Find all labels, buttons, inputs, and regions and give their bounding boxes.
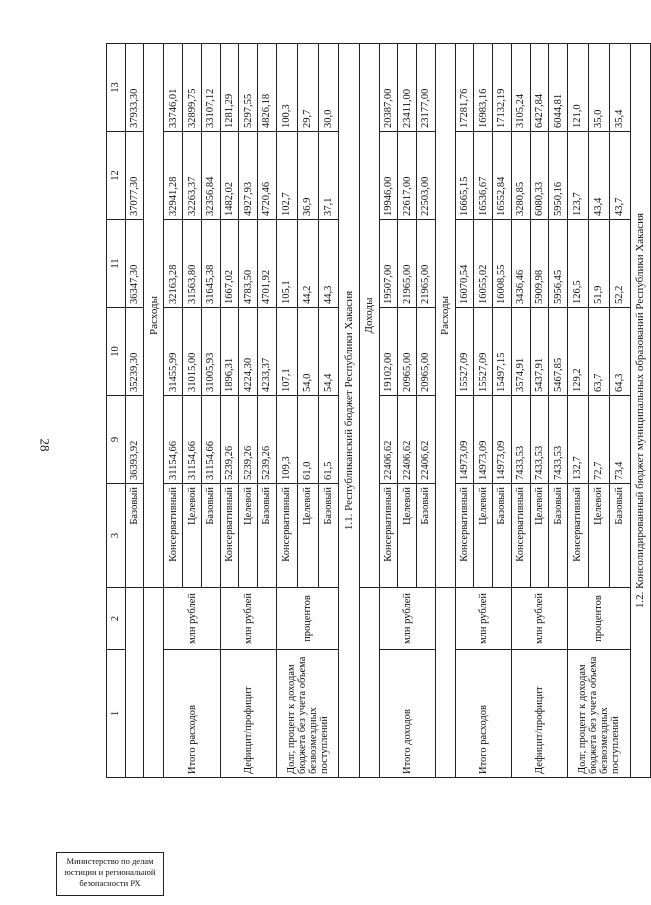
row-label: Итого расходов xyxy=(164,650,220,778)
value-cell: 14973,09 xyxy=(455,396,474,484)
table-row xyxy=(125,44,144,778)
value-cell: 37,1 xyxy=(318,132,339,220)
value-cell: 15527,09 xyxy=(455,308,474,396)
scenario-cell: Консервативный xyxy=(379,484,398,588)
value-cell: 43,7 xyxy=(609,132,630,220)
section-title: Расходы xyxy=(435,44,455,588)
stamp-line: Министерство по делам xyxy=(66,856,154,866)
value-cell: 16008,55 xyxy=(493,220,512,308)
unit-cell: млн рублей xyxy=(455,588,511,650)
scenario-cell: Целевой xyxy=(474,484,493,588)
scenario-cell: Целевой xyxy=(588,484,609,588)
value-cell: 22617,00 xyxy=(398,132,417,220)
value-cell: 121,0 xyxy=(567,44,588,132)
value-cell: 72,7 xyxy=(588,396,609,484)
unit-cell: млн рублей xyxy=(511,588,567,650)
value-cell: 1281,29 xyxy=(220,44,239,132)
value-cell: 52,2 xyxy=(609,220,630,308)
value-cell: 16552,84 xyxy=(493,132,512,220)
value-cell: 5950,16 xyxy=(549,132,568,220)
budget-table xyxy=(106,43,651,778)
value-cell: 7433,53 xyxy=(530,396,549,484)
value-cell: 73,4 xyxy=(609,396,630,484)
column-header: 12 xyxy=(107,132,126,220)
header-row xyxy=(107,44,126,778)
table-row xyxy=(276,44,297,778)
unit-cell: процентов xyxy=(567,588,630,650)
value-cell: 54,0 xyxy=(297,308,318,396)
value-cell: 44,3 xyxy=(318,220,339,308)
value-cell: 31154,66 xyxy=(183,396,202,484)
value-cell: 35,4 xyxy=(609,44,630,132)
value-cell: 19507,00 xyxy=(379,220,398,308)
value-cell: 43,4 xyxy=(588,132,609,220)
value-cell: 22406,62 xyxy=(379,396,398,484)
value-cell: 5467,85 xyxy=(549,308,568,396)
empty-cell xyxy=(125,588,144,778)
table-body xyxy=(107,44,651,778)
table-row xyxy=(455,44,474,778)
value-cell: 123,7 xyxy=(567,132,588,220)
value-cell: 31015,00 xyxy=(183,308,202,396)
value-cell: 3574,91 xyxy=(511,308,530,396)
section-row xyxy=(359,44,379,778)
value-cell: 20965,00 xyxy=(398,308,417,396)
scenario-cell: Целевой xyxy=(239,484,258,588)
value-cell: 4720,46 xyxy=(257,132,276,220)
value-cell: 31154,66 xyxy=(201,396,220,484)
value-cell: 109,3 xyxy=(276,396,297,484)
value-cell: 30,0 xyxy=(318,44,339,132)
registration-stamp xyxy=(56,852,164,896)
table-row xyxy=(567,44,588,778)
value-cell: 7433,53 xyxy=(549,396,568,484)
value-cell: 15497,15 xyxy=(493,308,512,396)
section-row xyxy=(144,44,164,778)
value-cell: 105,1 xyxy=(276,220,297,308)
value-cell: 33107,12 xyxy=(201,44,220,132)
row-label: Дефицит/профицит xyxy=(511,650,567,778)
scenario-cell: Базовый xyxy=(201,484,220,588)
value-cell: 37933,30 xyxy=(125,44,144,132)
value-cell: 5437,91 xyxy=(530,308,549,396)
value-cell: 132,7 xyxy=(567,396,588,484)
value-cell: 1896,31 xyxy=(220,308,239,396)
row-label: Долг, процент к доходам бюджета без учета объема безвозмездных поступлений xyxy=(276,650,339,778)
value-cell: 31005,93 xyxy=(201,308,220,396)
scenario-cell: Базовый xyxy=(125,484,144,588)
table-row xyxy=(164,44,183,778)
value-cell: 14973,09 xyxy=(474,396,493,484)
value-cell: 17281,76 xyxy=(455,44,474,132)
value-cell: 3280,85 xyxy=(511,132,530,220)
value-cell: 14973,09 xyxy=(493,396,512,484)
value-cell: 4233,37 xyxy=(257,308,276,396)
value-cell: 35239,30 xyxy=(125,308,144,396)
value-cell: 32899,75 xyxy=(183,44,202,132)
value-cell: 31563,80 xyxy=(183,220,202,308)
value-cell: 20965,00 xyxy=(416,308,435,396)
value-cell: 51,9 xyxy=(588,220,609,308)
value-cell: 20387,00 xyxy=(379,44,398,132)
value-cell: 32941,28 xyxy=(164,132,183,220)
unit-cell: процентов xyxy=(276,588,339,650)
scenario-cell: Базовый xyxy=(318,484,339,588)
section-spacer xyxy=(435,588,455,778)
scenario-cell: Базовый xyxy=(257,484,276,588)
value-cell: 3436,46 xyxy=(511,220,530,308)
table-row xyxy=(511,44,530,778)
value-cell: 21965,00 xyxy=(416,220,435,308)
stamp-line: юстиции и региональной xyxy=(64,867,156,877)
scenario-cell: Целевой xyxy=(530,484,549,588)
value-cell: 7433,53 xyxy=(511,396,530,484)
row-label: Итого расходов xyxy=(455,650,511,778)
column-header: 9 xyxy=(107,396,126,484)
scenario-cell: Целевой xyxy=(398,484,417,588)
table-row xyxy=(220,44,239,778)
unit-cell: млн рублей xyxy=(220,588,276,650)
value-cell: 63,7 xyxy=(588,308,609,396)
section-row xyxy=(339,44,359,778)
section-spacer xyxy=(144,588,164,778)
value-cell: 36347,30 xyxy=(125,220,144,308)
scenario-cell: Целевой xyxy=(183,484,202,588)
value-cell: 16983,16 xyxy=(474,44,493,132)
value-cell: 1482,02 xyxy=(220,132,239,220)
value-cell: 4783,50 xyxy=(239,220,258,308)
value-cell: 32263,37 xyxy=(183,132,202,220)
value-cell: 129,2 xyxy=(567,308,588,396)
section-title: Доходы xyxy=(359,44,379,588)
value-cell: 19102,00 xyxy=(379,308,398,396)
table-row xyxy=(379,44,398,778)
unit-cell: млн рублей xyxy=(379,588,435,650)
row-label: Итого доходов xyxy=(379,650,435,778)
value-cell: 31645,38 xyxy=(201,220,220,308)
value-cell: 61,0 xyxy=(297,396,318,484)
section-row xyxy=(630,44,650,778)
value-cell: 5239,26 xyxy=(220,396,239,484)
scenario-cell: Базовый xyxy=(416,484,435,588)
value-cell: 15527,09 xyxy=(474,308,493,396)
value-cell: 29,7 xyxy=(297,44,318,132)
value-cell: 4701,92 xyxy=(257,220,276,308)
value-cell: 36,9 xyxy=(297,132,318,220)
value-cell: 6044,81 xyxy=(549,44,568,132)
value-cell: 100,3 xyxy=(276,44,297,132)
column-header: 3 xyxy=(107,484,126,588)
value-cell: 5239,26 xyxy=(239,396,258,484)
value-cell: 37077,30 xyxy=(125,132,144,220)
value-cell: 54,4 xyxy=(318,308,339,396)
value-cell: 36393,92 xyxy=(125,396,144,484)
value-cell: 35,0 xyxy=(588,44,609,132)
value-cell: 16536,67 xyxy=(474,132,493,220)
section-title: 1.1. Республиканский бюджет Республики Хакасия xyxy=(339,44,359,778)
value-cell: 16070,54 xyxy=(455,220,474,308)
value-cell: 21965,00 xyxy=(398,220,417,308)
scenario-cell: Консервативный xyxy=(276,484,297,588)
scenario-cell: Консервативный xyxy=(511,484,530,588)
value-cell: 6427,84 xyxy=(530,44,549,132)
value-cell: 4927,93 xyxy=(239,132,258,220)
value-cell: 102,7 xyxy=(276,132,297,220)
value-cell: 31455,99 xyxy=(164,308,183,396)
scenario-cell: Базовый xyxy=(549,484,568,588)
column-header: 10 xyxy=(107,308,126,396)
value-cell: 6080,33 xyxy=(530,132,549,220)
value-cell: 64,3 xyxy=(609,308,630,396)
value-cell: 5297,55 xyxy=(239,44,258,132)
column-header: 1 xyxy=(107,650,126,778)
stamp-line: безопасности РХ xyxy=(79,878,141,888)
value-cell: 5956,45 xyxy=(549,220,568,308)
value-cell: 32163,28 xyxy=(164,220,183,308)
value-cell: 23177,00 xyxy=(416,44,435,132)
value-cell: 107,1 xyxy=(276,308,297,396)
value-cell: 4826,18 xyxy=(257,44,276,132)
row-label: Дефицит/профицит xyxy=(220,650,276,778)
page-number: 28 xyxy=(37,438,53,452)
section-title: Расходы xyxy=(144,44,164,588)
value-cell: 16665,15 xyxy=(455,132,474,220)
section-title: 1.2. Консолидированный бюджет муниципальных образований Республики Хакасия xyxy=(630,44,650,778)
scenario-cell: Консервативный xyxy=(567,484,588,588)
value-cell: 1667,02 xyxy=(220,220,239,308)
value-cell: 17132,19 xyxy=(493,44,512,132)
scenario-cell: Консервативный xyxy=(455,484,474,588)
unit-cell: млн рублей xyxy=(164,588,220,650)
value-cell: 5239,26 xyxy=(257,396,276,484)
column-header: 11 xyxy=(107,220,126,308)
row-label: Долг, процент к доходам бюджета без учета объема безвозмездных поступлений xyxy=(567,650,630,778)
value-cell: 16055,02 xyxy=(474,220,493,308)
scenario-cell: Базовый xyxy=(493,484,512,588)
scenario-cell: Базовый xyxy=(609,484,630,588)
section-row xyxy=(435,44,455,778)
value-cell: 3105,24 xyxy=(511,44,530,132)
column-header: 13 xyxy=(107,44,126,132)
value-cell: 33746,01 xyxy=(164,44,183,132)
value-cell: 23411,00 xyxy=(398,44,417,132)
value-cell: 31154,66 xyxy=(164,396,183,484)
section-spacer xyxy=(359,588,379,778)
budget-table-rotated xyxy=(106,44,651,778)
scenario-cell: Консервативный xyxy=(220,484,239,588)
scenario-cell: Целевой xyxy=(297,484,318,588)
value-cell: 61,5 xyxy=(318,396,339,484)
value-cell: 22406,62 xyxy=(398,396,417,484)
value-cell: 4224,30 xyxy=(239,308,258,396)
value-cell: 22406,62 xyxy=(416,396,435,484)
value-cell: 32356,84 xyxy=(201,132,220,220)
value-cell: 22503,00 xyxy=(416,132,435,220)
column-header: 2 xyxy=(107,588,126,650)
value-cell: 126,5 xyxy=(567,220,588,308)
value-cell: 44,2 xyxy=(297,220,318,308)
value-cell: 5909,98 xyxy=(530,220,549,308)
scenario-cell: Консервативный xyxy=(164,484,183,588)
value-cell: 19946,00 xyxy=(379,132,398,220)
